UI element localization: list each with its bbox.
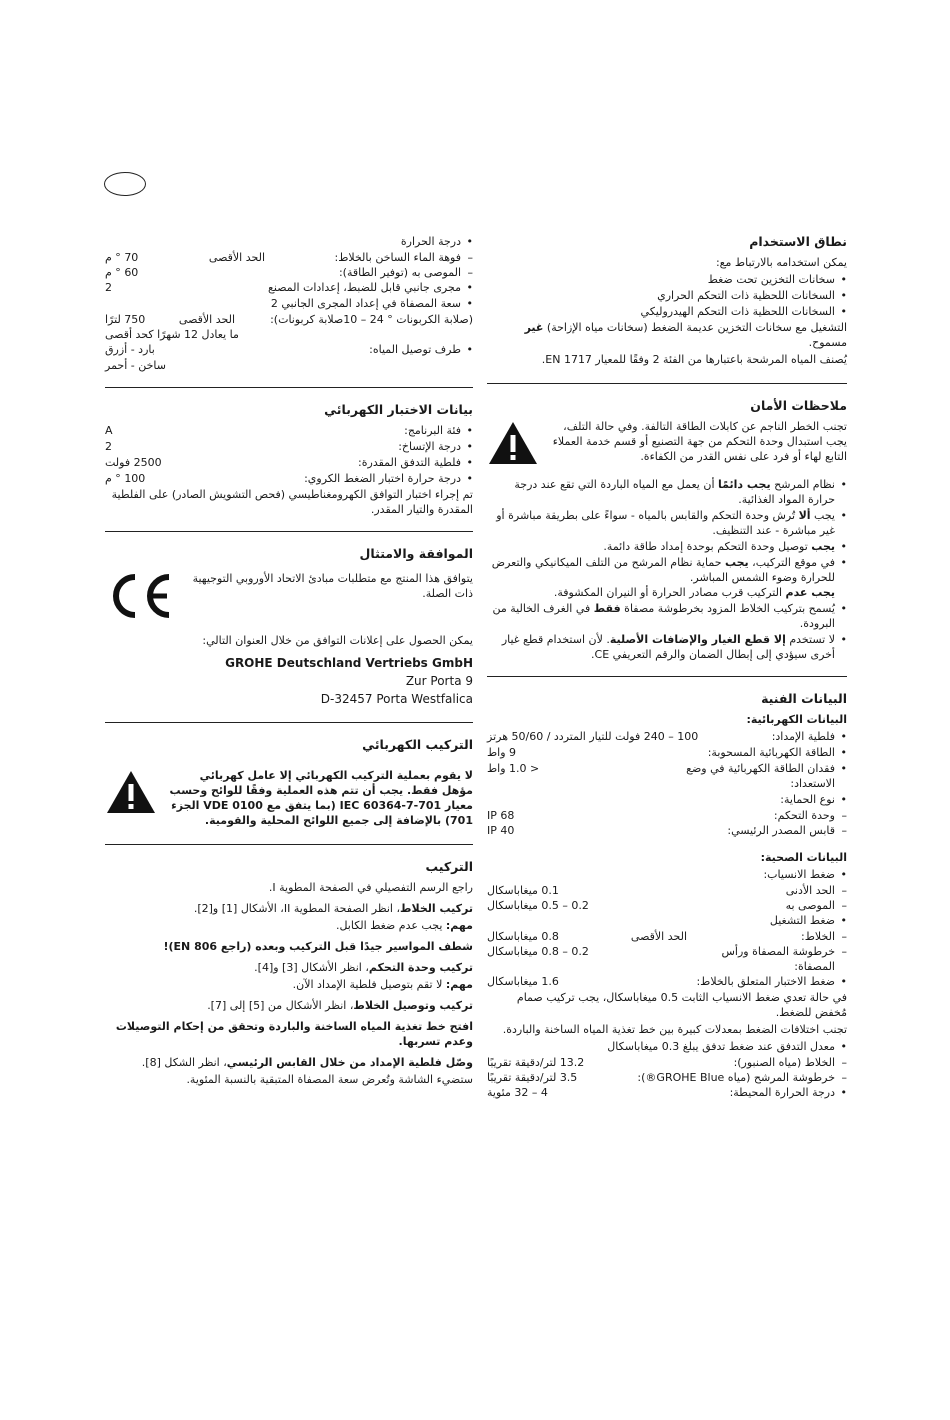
spec-value: 70 ° م [105,251,139,264]
tech-heading: البيانات الفنية [761,691,847,706]
spec-max-label: الحد الأقصى [630,930,687,943]
spec-value: 0.1 ميغاباسكال [487,884,559,897]
spec-label: • درجة الإتساخ: [398,440,461,453]
usage-note-text: التشغيل مع سخانات التخزين عديمة الضغط (سخانات مياه الإزاحة) [543,321,847,334]
spec-value: بارد - أزرق [105,343,155,356]
install-note [105,918,473,933]
ambient-row [487,1085,847,1100]
safety-emph: يجب [811,540,835,553]
op-pressure-row [487,944,847,974]
op-pressure-list [487,913,847,928]
usage-note [487,320,847,350]
elec-row [487,729,847,744]
install-text: لا تقم بتوصيل فلطية الإمداد الآن. [292,978,446,991]
water-row [105,342,473,357]
temps-list [105,234,473,249]
safety-emph: ألا [798,509,811,522]
ce-text: يتوافق هذا المنتج مع متطلبات مبادئ الاتحاد الأوروبي التوجيهية ذات الصلة. [192,572,473,600]
usage-item: • سخانات التخزين تحت ضغط [487,272,847,287]
install-emph: تركيب وحدة التحكم [368,961,473,974]
tech-section [487,691,847,1100]
spec-label: – الموصى به [785,899,835,912]
section-divider [105,722,473,723]
install-step [105,939,473,954]
safety-section [487,398,847,662]
spec-value: < 1.0 واط [487,762,540,775]
safety-emph: إلا قطع الغيار والإضافات الأصلية [609,633,786,646]
usage-heading: نطاق الاستخدام [749,234,847,249]
spec-label: – وحدة التحكم: [773,809,835,822]
electrical-warning [105,768,473,828]
install-emph: وصّل فلطية الإمداد من خلال القابس الرئيسي [226,1056,473,1069]
spec-label: • الطاقة الكهربائية المسحوبة: [707,746,835,759]
ce-block [105,571,473,621]
elec-test-list [105,423,473,486]
install-step: راجع الرسم التفصيلي في الصفحة المطوية I. [268,881,473,894]
spec-value: 3.5 لتر/دقيقة تقريبًا [487,1071,578,1084]
safety-heading: ملاحظات الأمان [750,398,847,413]
address-city: D-32457 Porta Westfalica [320,692,473,706]
flow-rate-row [487,1070,847,1085]
spec-label: • درجة الحرارة المحيطة: [729,1086,835,1099]
install-text: ، انظر الأشكال من [5] إلى [7]. [207,999,354,1012]
spec-value: ساخن - أحمر [105,359,166,372]
language-badge [104,172,146,196]
electrical-warning-line: لا يقوم بعملية التركيب الكهربائي إلا عامل كهربائي مؤهل فقط. يجب أن تتم هذه العملية وفقًا للوائح وحسب معيار IEC 60364-7-701 [169,769,473,812]
conformity-section [105,546,473,708]
spec-value-group [105,312,235,327]
safety-item [487,508,847,538]
company-name: GROHE Deutschland Vertriebs GmbH [225,656,473,670]
spec-label: – الموصى به (توفير الطاقة): [338,266,461,279]
safety-emph: يجب [724,556,749,569]
safety-emph: يجب دائمًا [718,478,771,491]
safety-list [487,477,847,662]
spec-label: (صلابة الكربونات ° 24 – 10صلابة كربونات): [270,313,473,326]
flow-pressure-label: • ضغط الانسياب: [487,867,847,882]
electrical-warning-line: (بما يتفق مع VDE 0100 الجزء 701) بالإضافة إلى جميع اللوائح المحلية والقومية. [171,799,473,827]
protection-label: • نوع الحماية: [487,792,847,807]
capacity-label: • سعة المصفاة في إعداد المجرى الجانبي 2 [105,296,473,311]
spec-label: • ضغط الاختبار المتعلق بالخلاط: [696,975,835,988]
spec-value: IP 40 [487,824,515,837]
spec-label: • طرف توصيل المياه: [369,343,461,356]
ce-mark-icon [105,571,175,621]
spec-value: A [105,424,113,437]
install-step [105,1055,473,1070]
install-text: (راجع EN 806)! [163,940,256,953]
elec-row [487,761,847,791]
safety-text: لا تستخدم [785,633,835,646]
usage-note-emph: غير [524,321,544,334]
spec-label: – الخلاط (مياه الصنبور): [733,1056,835,1069]
spec-value: IP 68 [487,809,515,822]
elec-test-row [105,439,473,454]
install-step [105,998,473,1013]
bypass-row [105,280,473,295]
install-emph: شطف المواسير جيدًا قبل التركيب وبعده [255,940,473,953]
spec-label: • فلطية الإمداد: [771,730,835,743]
spec-label: – الخلاط: [801,930,835,943]
spec-label: – فوهة الماء الساخن بالخلاط: [334,251,461,264]
elec-test-row [105,471,473,486]
spec-max-label: الحد الأقصى [178,313,235,326]
spec-value: 9 واط [487,746,517,759]
usage-note-text: مسموح. [808,336,847,349]
elec-test-section [105,402,473,517]
right-column [487,234,847,1101]
protection-row [487,808,847,823]
left-column [105,234,473,1089]
safety-item [487,477,847,507]
install-emph: تركيب وتوصيل الخلاط [353,999,473,1012]
section-divider [105,844,473,845]
water-list [105,342,473,357]
relief-note: في حالة تعدي ضغط الانسياب الثابت 0.5 ميغاباسكال، يجب تركيب صمام مُخفض للضغط. [516,991,847,1019]
spec-value: ما يعادل 12 شهرًا كحد أقصى [105,328,239,341]
spec-value: 4 – 32 مئوية [487,1086,548,1099]
spec-value: 750 لترًا [105,313,146,326]
electrical-section [105,737,473,828]
safety-item [487,539,847,554]
spec-value: 100 ° م [105,472,146,485]
section-divider [105,531,473,532]
spec-label: – خرطوشة المرشح (مياه GROHE Blue®): [637,1071,835,1084]
elec-row [487,745,847,760]
elec-test-row [105,423,473,438]
install-text: ، انظر الأشكال [3] و[4]. [254,961,369,974]
safety-item [487,555,847,600]
spec-label: • فئة البرنامج: [404,424,461,437]
temp-row [105,265,473,280]
spec-label: – قابس المصدر الرئيسي: [727,824,835,837]
install-text: يجب عدم ضغط الكابل. [335,919,446,932]
address-block [105,654,473,708]
install-text: ، انظر الصفحة المطوية II، الأشكال [1] و[2]. [193,902,401,915]
usage-list [487,272,847,319]
capacity-sub-row [105,327,473,342]
install-step [105,960,473,975]
elec-subheading: البيانات الكهربائية: [746,713,847,726]
safety-warning-text: تجنب الخطر الناجم عن كابلات الطاقة التالفة. وفي حالة التلف، يجب استبدال وحدة التحكم من جهة التصنيع أو قسم خدمة العملاء التابع لهاء أو فرد على نفس القدر من الكفاءة. [552,420,847,463]
elec-test-heading: بيانات الاختبار الكهربائي [324,402,473,417]
spec-value: 2500 فولت [105,456,162,469]
temp-label: • درجة الحرارة [105,234,473,249]
electrical-warning-text [167,768,473,828]
spec-value: 1.6 ميغاباسكال [487,975,559,988]
op-pressure-row [487,929,847,944]
safety-text: نظام المرشح [770,478,835,491]
install-note: ستضيء الشاشة وتُعرض سعة المصفاة المتبقية بالنسبة المئوية. [186,1073,473,1086]
install-step [105,901,473,916]
section-divider [105,387,473,388]
safety-text: التركيب قرب مصادر الحرارة أو النيران المكشوفة. [553,586,786,599]
install-emph: مهم: [445,978,473,991]
install-step: افتح خط تغذية المياه الساخنة والباردة وتحقق من إحكام التوصيلات وعدم تسربها. [115,1020,473,1048]
spec-label: • مجرى جانبي قابل للضبط، إعدادات المصنع [268,281,461,294]
spec-value: 2 [105,281,112,294]
usage-intro: يمكن استخدامه بالارتباط مع: [715,256,847,269]
safety-item [487,601,847,631]
test-pressure-list [487,974,847,989]
safety-text: توصيل وحدة التحكم بوحدة إمداد طاقة دائمة. [603,540,812,553]
spec-value-group [487,929,687,944]
safety-emph: يجب [807,586,835,599]
spec-value: 60 ° م [105,266,139,279]
spec-value-group [105,250,265,265]
usage-class-note: يُصنف المياه المرشحة باعتبارها من الفئة 2 وفقًا للمعيار EN 1717. [541,353,847,366]
bypass-list [105,280,473,311]
flow-pressure-row [487,898,847,913]
declaration-note: يمكن الحصول على إعلانات التوافق من خلال العنوان التالي: [202,634,473,647]
safety-item [487,632,847,662]
safety-emph: فقط [593,602,621,615]
capacity-row [105,312,473,327]
water-row [105,358,473,373]
install-section [105,859,473,1087]
usage-item: • السخانات اللحظية ذات التحكم الهيدروليكي [487,304,847,319]
warning-icon [105,768,157,816]
safety-text: في موقع التركيب، [748,556,835,569]
health-subheading: البيانات الصحية: [760,851,847,864]
install-emph: مهم: [445,919,473,932]
diff-note: تجنب اختلافات الضغط بمعدلات كبيرة بين خط تغذية المياه الساخنة والباردة. [502,1023,847,1036]
usage-section [487,234,847,367]
health-list [487,867,847,882]
safety-emph: عدم [785,586,808,599]
address-street: Zur Porta 9 [405,674,473,688]
install-text: ، انظر الشكل [8]. [141,1056,227,1069]
safety-text: حماية نظام المرشح من التلف الميكانيكي والتعرض للحرارة وضوء الشمس المباشر. [491,556,835,584]
safety-text: تُرش وحدة التحكم والقابس بالمياه - سواءً على بطريقة مباشرة أو غير مباشرة - عند التنظيف. [496,509,835,537]
flow-rate-list [487,1039,847,1054]
spec-value: 0.2 – 0.5 ميغاباسكال [487,899,589,912]
warning-icon [487,419,539,467]
safety-text: أن يعمل مع المياه الباردة التي تقع عند درجة حرارة المواد الغذائية. [514,478,835,506]
elec-list [487,729,847,807]
flow-rate-label: • معدل التدفق عند ضغط تدفق يبلغ 0.3 ميغاباسكال [487,1039,847,1054]
spec-label: – خرطوشة المصفاة ورأس المصفاة: [721,945,835,973]
install-note [105,977,473,992]
spec-label: – الحد الأدنى [785,884,835,897]
safety-text: يجب [810,509,835,522]
spec-value: 13.2 لتر/دقيقة تقريبًا [487,1056,585,1069]
conformity-heading: الموافقة والامتثال [359,546,473,561]
safety-text: يُسمح بتركيب الخلاط المزود بخرطوشة مصفاة [620,602,835,615]
safety-warning [487,419,847,467]
elec-test-row [105,455,473,470]
temps-section [105,234,473,373]
section-divider [487,676,847,677]
install-emph: تركيب الخلاط [400,902,473,915]
temp-row [105,250,473,265]
electrical-heading: التركيب الكهربائي [362,737,473,752]
section-divider [487,383,847,384]
protection-row [487,823,847,838]
spec-label: • فلطية التدفق المقدرة: [358,456,461,469]
spec-value: 2 [105,440,112,453]
test-pressure-row [487,974,847,989]
safety-text: . لأن استخدام قطع غيار أخرى سيؤدي إلى إبطال الضمان والرقم التعريفي CE. [501,633,835,661]
spec-value: 0.2 – 0.8 ميغاباسكال [487,945,589,958]
spec-value: 0.8 ميغاباسكال [487,930,559,943]
spec-value: 100 – 240 فولت للتيار المتردد / 50/60 هرتز [487,730,699,743]
flow-pressure-row [487,883,847,898]
ambient-list [487,1085,847,1100]
spec-label: • فقدان الطاقة الكهربائية في وضع الاستعداد: [686,762,835,790]
install-heading: التركيب [425,859,473,874]
spec-label: • درجة حرارة اختبار الضغط الكروي: [304,472,461,485]
spec-max-label: الحد الأقصى [208,251,265,264]
usage-item: • السخانات اللحظية ذات التحكم الحراري [487,288,847,303]
safety-text: في الغرف الخالية من البرودة. [492,602,835,630]
flow-rate-row [487,1055,847,1070]
op-pressure-label: • ضغط التشغيل [487,913,847,928]
elec-test-note: تم إجراء اختبار التوافق الكهرومغناطيسي (فحص التشويش الصادر) على الفلطية المقدرة والتيار المقدر. [111,488,473,516]
